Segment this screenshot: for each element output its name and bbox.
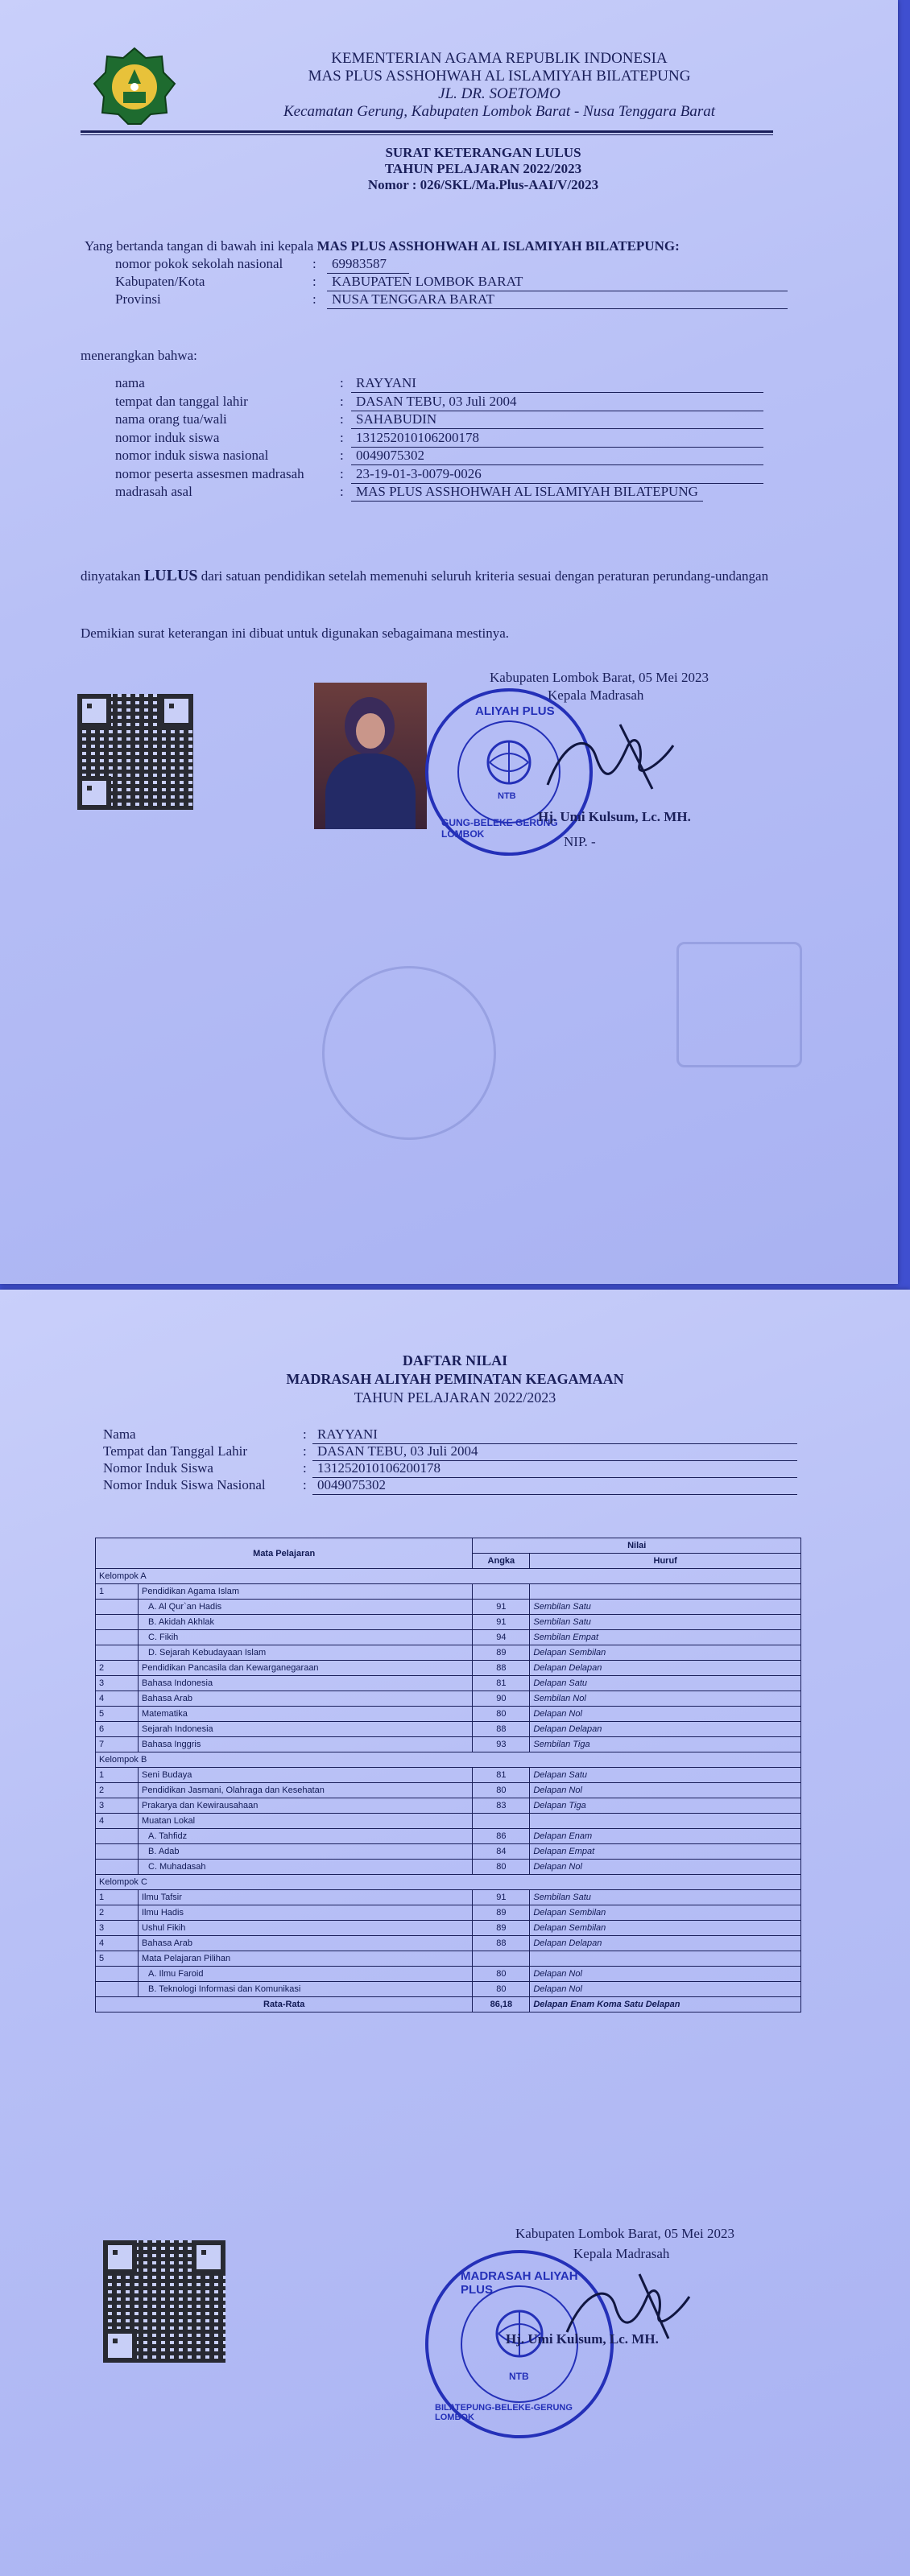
letterhead-divider-thin [81, 134, 773, 135]
table-header-row [96, 1538, 801, 1554]
score-huruf [530, 1814, 801, 1829]
score-huruf: Delapan Nol [530, 1982, 801, 1997]
row-number: 4 [96, 1691, 139, 1707]
subject-name: Bahasa Arab [139, 1691, 473, 1707]
intro-text: Yang bertanda tangan di bawah ini kepala [85, 238, 314, 254]
row-number: 6 [96, 1722, 139, 1737]
subject-name: Matematika [139, 1707, 473, 1722]
grades-table [95, 1538, 801, 2013]
grades-subtitle: MADRASAH ALIYAH PEMINATAN KEAGAMAAN [286, 1371, 624, 1387]
student-field-value: RAYYANI [351, 375, 763, 393]
row-number: 7 [96, 1737, 139, 1752]
subject-name: B. Teknologi Informasi dan Komunikasi [139, 1982, 473, 1997]
score-huruf: Delapan Nol [530, 1860, 801, 1875]
subject-name: Mata Pelajaran Pilihan [139, 1951, 473, 1967]
table-row [96, 1661, 801, 1676]
letterhead-school: MAS PLUS ASSHOHWAH AL ISLAMIYAH BILATEPUNG [308, 68, 691, 85]
score-huruf: Sembilan Tiga [530, 1737, 801, 1752]
letterhead-ministry: KEMENTERIAN AGAMA REPUBLIK INDONESIA [331, 50, 668, 67]
subject-name: D. Sejarah Kebudayaan Islam [139, 1645, 473, 1661]
table-row [96, 1860, 801, 1875]
school-field-value: NUSA TENGGARA BARAT [327, 291, 788, 309]
score-huruf: Delapan Sembilan [530, 1921, 801, 1936]
letterhead-district: Kecamatan Gerung, Kabupaten Lombok Barat - Nusa Tenggara Barat [283, 103, 716, 120]
grades-table-body [96, 1569, 801, 1997]
letterhead-divider [81, 130, 773, 133]
score-huruf: Delapan Sembilan [530, 1905, 801, 1921]
student-field-label: nama orang tua/wali [115, 411, 227, 427]
stamp-center-text: NTB [498, 791, 516, 801]
row-number: 2 [96, 1905, 139, 1921]
identity-label: Tempat dan Tanggal Lahir [103, 1443, 248, 1459]
header-huruf: Huruf [530, 1554, 801, 1569]
subject-name: Ushul Fikih [139, 1921, 473, 1936]
score-angka: 81 [473, 1768, 530, 1783]
subject-name: Pendidikan Jasmani, Olahraga dan Kesehatan [139, 1783, 473, 1798]
score-huruf [530, 1584, 801, 1600]
table-row [96, 1798, 801, 1814]
score-huruf: Delapan Satu [530, 1768, 801, 1783]
table-row [96, 1737, 801, 1752]
school-field-colon: : [312, 256, 316, 271]
ministry-logo-icon [93, 47, 176, 126]
score-huruf: Sembilan Empat [530, 1630, 801, 1645]
score-angka: 86 [473, 1829, 530, 1844]
table-row [96, 1615, 801, 1630]
student-field-value: SAHABUDIN [351, 411, 763, 429]
score-huruf: Delapan Delapan [530, 1936, 801, 1951]
table-row [96, 1951, 801, 1967]
student-field-value: 0049075302 [351, 448, 763, 465]
intro-line [85, 238, 680, 254]
statement-post: dari satuan pendidikan setelah memenuhi seluruh kriteria sesuai dengan peraturan perundang-undangan [201, 568, 769, 584]
row-number [96, 1630, 139, 1645]
principal-nip: NIP. - [564, 834, 596, 849]
stamp-bottom-text: GUNG-BELEKE GERUNG LOMBOK [441, 817, 558, 840]
qr-code-icon [77, 694, 193, 810]
table-row [96, 1707, 801, 1722]
student-field-colon: : [340, 465, 344, 481]
student-photo [314, 683, 427, 829]
stamp2-center-text: NTB [509, 2371, 529, 2382]
subject-name: Ilmu Hadis [139, 1905, 473, 1921]
student-field-value: 131252010106200178 [351, 430, 763, 448]
row-number [96, 1615, 139, 1630]
stamp-top-text: ALIYAH PLUS [475, 704, 555, 718]
table-row [96, 1584, 801, 1600]
average-row [96, 1997, 801, 2013]
school-field-label: Kabupaten/Kota [115, 274, 205, 289]
header-angka: Angka [473, 1554, 530, 1569]
student-field-colon: : [340, 429, 344, 445]
row-number: 1 [96, 1890, 139, 1905]
table-row [96, 1630, 801, 1645]
identity-value: 0049075302 [312, 1477, 797, 1495]
closing-text: Demikian surat keterangan ini dibuat untuk digunakan sebagaimana mestinya. [81, 625, 510, 641]
statement-pre: dinyatakan [81, 568, 141, 584]
average-angka: 86,18 [473, 1997, 530, 2013]
score-huruf: Delapan Delapan [530, 1722, 801, 1737]
score-angka: 81 [473, 1676, 530, 1691]
identity-colon: : [303, 1477, 307, 1492]
row-number: 1 [96, 1768, 139, 1783]
score-angka: 88 [473, 1661, 530, 1676]
score-angka: 84 [473, 1844, 530, 1860]
school-field-value: 69983587 [327, 256, 409, 274]
subject-name: A. Ilmu Faroid [139, 1967, 473, 1982]
school-field-label: Provinsi [115, 291, 161, 307]
row-number: 3 [96, 1676, 139, 1691]
subject-name: Ilmu Tafsir [139, 1890, 473, 1905]
student-field-colon: : [340, 393, 344, 409]
score-angka: 90 [473, 1691, 530, 1707]
row-number: 5 [96, 1707, 139, 1722]
row-number [96, 1600, 139, 1615]
score-huruf: Sembilan Satu [530, 1600, 801, 1615]
school-field-colon: : [312, 274, 316, 289]
row-number [96, 1645, 139, 1661]
student-field-colon: : [340, 375, 344, 390]
subject-name: A. Al Qur`an Hadis [139, 1600, 473, 1615]
score-angka [473, 1584, 530, 1600]
subject-name: Pendidikan Pancasila dan Kewarganegaraan [139, 1661, 473, 1676]
table-row [96, 1905, 801, 1921]
subject-name: C. Muhadasah [139, 1860, 473, 1875]
document-number: Nomor : 026/SKL/Ma.Plus-AAI/V/2023 [367, 177, 599, 192]
grades-sign-place-date: Kabupaten Lombok Barat, 05 Mei 2023 [515, 2226, 734, 2241]
table-row [96, 1890, 801, 1905]
row-number: 3 [96, 1798, 139, 1814]
letterhead [242, 50, 757, 121]
student-field-label: nomor induk siswa nasional [115, 448, 269, 463]
score-huruf: Delapan Sembilan [530, 1645, 801, 1661]
score-angka: 89 [473, 1645, 530, 1661]
subject-name: Bahasa Inggris [139, 1737, 473, 1752]
score-angka: 88 [473, 1936, 530, 1951]
group-label: Kelompok A [96, 1569, 801, 1584]
row-number: 2 [96, 1783, 139, 1798]
student-field-colon: : [340, 411, 344, 427]
score-huruf: Delapan Tiga [530, 1798, 801, 1814]
subject-name: Seni Budaya [139, 1768, 473, 1783]
grades-sign-position: Kepala Madrasah [573, 2246, 670, 2261]
student-field-value: 23-19-01-3-0079-0026 [351, 466, 763, 484]
student-field-colon: : [340, 448, 344, 463]
stamp2-top-text: MADRASAH ALIYAH PLUS [461, 2269, 578, 2297]
score-angka: 80 [473, 1860, 530, 1875]
watermark-seal-icon [322, 966, 496, 1140]
menerangkan-text: menerangkan bahwa: [81, 348, 197, 363]
score-huruf: Delapan Nol [530, 1967, 801, 1982]
score-angka: 91 [473, 1615, 530, 1630]
document-year: TAHUN PELAJARAN 2022/2023 [384, 161, 582, 176]
table-row [96, 1936, 801, 1951]
table-row [96, 1676, 801, 1691]
score-huruf [530, 1951, 801, 1967]
student-field-value: MAS PLUS ASSHOHWAH AL ISLAMIYAH BILATEPUNG [351, 484, 703, 502]
student-field-label: tempat dan tanggal lahir [115, 393, 248, 409]
row-number: 1 [96, 1584, 139, 1600]
certificate-page [0, 0, 898, 1284]
school-field-label: nomor pokok sekolah nasional [115, 256, 283, 271]
student-field-label: nomor induk siswa [115, 429, 220, 445]
identity-label: Nomor Induk Siswa Nasional [103, 1477, 266, 1492]
score-angka: 80 [473, 1967, 530, 1982]
student-field-value: DASAN TEBU, 03 Juli 2004 [351, 394, 763, 411]
row-number [96, 1860, 139, 1875]
table-row [96, 1645, 801, 1661]
score-angka: 80 [473, 1982, 530, 1997]
identity-label: Nama [103, 1426, 136, 1442]
row-number: 5 [96, 1951, 139, 1967]
table-row [96, 1844, 801, 1860]
score-angka: 83 [473, 1798, 530, 1814]
table-row [96, 1768, 801, 1783]
school-name: MAS PLUS ASSHOHWAH AL ISLAMIYAH BILATEPUNG: [316, 238, 680, 254]
student-field-label: nomor peserta assesmen madrasah [115, 465, 304, 481]
table-row [96, 1783, 801, 1798]
identity-value: RAYYANI [312, 1426, 797, 1444]
letterhead-street: JL. DR. SOETOMO [438, 85, 560, 102]
row-number: 4 [96, 1936, 139, 1951]
score-angka: 89 [473, 1905, 530, 1921]
table-row [96, 1600, 801, 1615]
lulus-word: LULUS [143, 567, 198, 584]
group-row [96, 1875, 801, 1890]
score-huruf: Delapan Nol [530, 1707, 801, 1722]
header-subject: Mata Pelajaran [96, 1538, 473, 1569]
student-field-colon: : [340, 484, 344, 499]
principal-name: Hj. Umi Kulsum, Lc. MH. [538, 809, 691, 824]
average-label: Rata-Rata [96, 1997, 473, 2013]
student-field-label: madrasah asal [115, 484, 192, 499]
table-row [96, 1691, 801, 1707]
grades-year: TAHUN PELAJARAN 2022/2023 [354, 1389, 556, 1406]
identity-label: Nomor Induk Siswa [103, 1460, 213, 1476]
subject-name: B. Akidah Akhlak [139, 1615, 473, 1630]
identity-colon: : [303, 1460, 307, 1476]
watermark-qr-icon [676, 942, 802, 1067]
score-angka [473, 1814, 530, 1829]
subject-name: B. Adab [139, 1844, 473, 1860]
subject-name: Muatan Lokal [139, 1814, 473, 1829]
identity-colon: : [303, 1426, 307, 1442]
row-number [96, 1982, 139, 1997]
score-angka: 80 [473, 1783, 530, 1798]
table-row [96, 1967, 801, 1982]
header-nilai: Nilai [473, 1538, 801, 1554]
sign-position: Kepala Madrasah [548, 687, 644, 703]
subject-name: Pendidikan Agama Islam [139, 1584, 473, 1600]
signature-icon [532, 708, 693, 797]
grades-principal-name: Hj. Umi Kulsum, Lc. MH. [506, 2331, 659, 2347]
table-row [96, 1921, 801, 1936]
subject-name: Bahasa Indonesia [139, 1676, 473, 1691]
row-number [96, 1844, 139, 1860]
group-label: Kelompok B [96, 1752, 801, 1768]
identity-colon: : [303, 1443, 307, 1459]
table-row [96, 1814, 801, 1829]
subject-name: Prakarya dan Kewirausahaan [139, 1798, 473, 1814]
group-row [96, 1752, 801, 1768]
subject-name: C. Fikih [139, 1630, 473, 1645]
subject-name: Sejarah Indonesia [139, 1722, 473, 1737]
score-huruf: Delapan Nol [530, 1783, 801, 1798]
subject-name: A. Tahfidz [139, 1829, 473, 1844]
score-angka: 91 [473, 1890, 530, 1905]
score-huruf: Sembilan Satu [530, 1615, 801, 1630]
score-huruf: Delapan Enam [530, 1829, 801, 1844]
row-number [96, 1829, 139, 1844]
score-angka [473, 1951, 530, 1967]
grades-title: DAFTAR NILAI [402, 1352, 508, 1368]
row-number: 3 [96, 1921, 139, 1936]
row-number: 2 [96, 1661, 139, 1676]
identity-value: DASAN TEBU, 03 Juli 2004 [312, 1443, 797, 1461]
stamp2-bottom-text: BILATEPUNG-BELEKE-GERUNG LOMBOK [435, 2403, 573, 2422]
score-huruf: Delapan Satu [530, 1676, 801, 1691]
score-huruf: Sembilan Satu [530, 1890, 801, 1905]
score-angka: 88 [473, 1722, 530, 1737]
school-field-colon: : [312, 291, 316, 307]
score-angka: 94 [473, 1630, 530, 1645]
school-field-value: KABUPATEN LOMBOK BARAT [327, 274, 788, 291]
table-row [96, 1722, 801, 1737]
qr-code-2-icon [103, 2240, 225, 2363]
score-angka: 91 [473, 1600, 530, 1615]
student-field-label: nama [115, 375, 145, 390]
row-number [96, 1967, 139, 1982]
group-label: Kelompok C [96, 1875, 801, 1890]
row-number: 4 [96, 1814, 139, 1829]
score-angka: 80 [473, 1707, 530, 1722]
identity-value: 131252010106200178 [312, 1460, 797, 1478]
score-huruf: Delapan Delapan [530, 1661, 801, 1676]
score-huruf: Sembilan Nol [530, 1691, 801, 1707]
average-huruf: Delapan Enam Koma Satu Delapan [530, 1997, 801, 2013]
table-row [96, 1982, 801, 1997]
score-angka: 89 [473, 1921, 530, 1936]
table-row [96, 1829, 801, 1844]
score-angka: 93 [473, 1737, 530, 1752]
score-huruf: Delapan Empat [530, 1844, 801, 1860]
subject-name: Bahasa Arab [139, 1936, 473, 1951]
group-row [96, 1569, 801, 1584]
document-title: SURAT KETERANGAN LULUS [385, 145, 581, 160]
graduation-statement [81, 566, 781, 586]
sign-place-date: Kabupaten Lombok Barat, 05 Mei 2023 [490, 670, 709, 685]
